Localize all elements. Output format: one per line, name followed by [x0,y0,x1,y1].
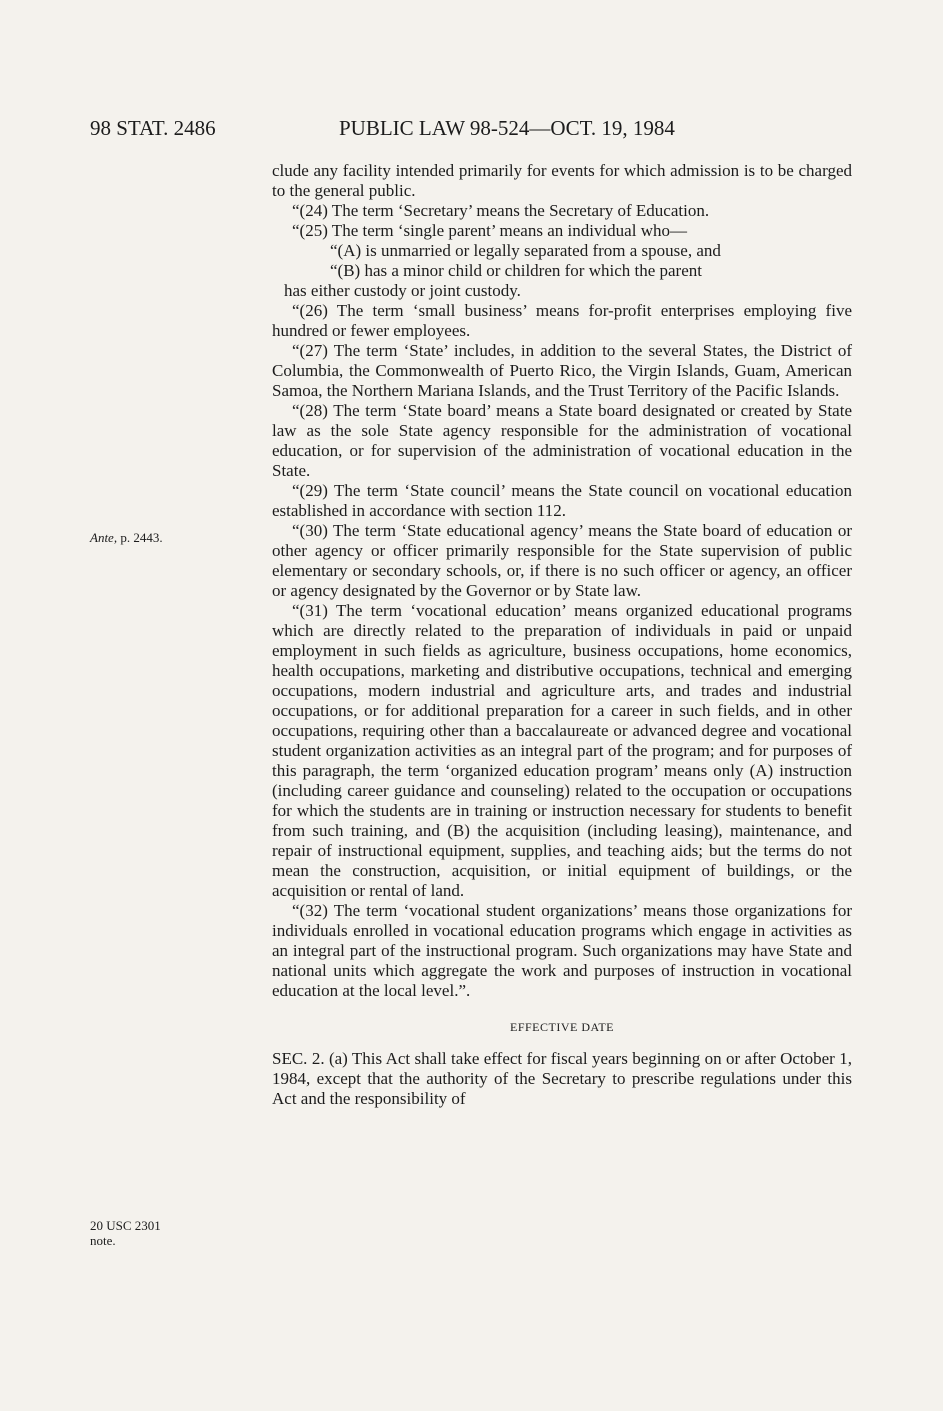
paragraph-28: “(28) The term ‘State board’ means a State board designated or created by State law as the sole State agency responsible for the administration of vocational education, or for supervision of the administration of vocational education in the State. [272,401,852,480]
paragraph-26: “(26) The term ‘small business’ means for-profit enterprises employing five hundred or fewer employees. [272,301,852,340]
effective-date-heading: EFFECTIVE DATE [510,1020,614,1034]
margin-note-usc [90,1218,161,1248]
body-text [272,161,852,1109]
margin-note-usc-line1: 20 USC 2301 [90,1218,161,1233]
paragraph-continuation: clude any facility intended primarily for events for which admission is to be charged to the general public. [272,161,852,200]
page-title: PUBLIC LAW 98-524—OCT. 19, 1984 [339,116,675,140]
paragraph-25-b: “(B) has a minor child or children for which the parent [330,261,702,280]
margin-note-ante-italic: Ante, [90,530,118,545]
paragraph-27: “(27) The term ‘State’ includes, in addition to the several States, the District of Columbia, the Commonwealth of Puerto Rico, the Virgin Islands, Guam, American Samoa, the Northern Mariana Islands, and the Trust Territory of the Pacific Islands. [272,341,852,400]
stat-page-number: 98 STAT. 2486 [90,116,216,140]
margin-note-ante [90,530,163,545]
paragraph-25-b-cont: has either custody or joint custody. [284,281,521,300]
section-2: SEC. 2. (a) This Act shall take effect for fiscal years beginning on or after October 1, 1984, except that the authority of the Secretary to prescribe regulations under this Act and the responsibility of [272,1049,852,1108]
paragraph-25: “(25) The term ‘single parent’ means an individual who— [292,221,687,240]
paragraph-30: “(30) The term ‘State educational agency’ means the State board of education or other agency or officer primarily responsible for the State supervision of public elementary or secondary schools, or, if there is no such officer or agency, an officer or agency designated by the Governor or by State law. [272,521,852,600]
paragraph-25-a: “(A) is unmarried or legally separated from a spouse, and [330,241,721,260]
paragraph-24: “(24) The term ‘Secretary’ means the Secretary of Education. [292,201,710,220]
margin-note-usc-line2: note. [90,1233,116,1248]
margin-note-ante-page: p. 2443. [120,530,163,545]
paragraph-32: “(32) The term ‘vocational student organizations’ means those organizations for individuals enrolled in vocational education programs which engage in activities as an integral part of the instructional program. Such organizations may have State and national units which aggregate the work and purposes of instruction in vocational education at the local level.”. [272,901,852,1000]
paragraph-31: “(31) The term ‘vocational education’ means organized educational programs which are directly related to the preparation of individuals in paid or unpaid employment in such fields as agriculture, business occupations, home economics, health occupations, marketing and distributive occupations, technical and emerging occupations, modern industrial and agriculture arts, and trades and industrial occupations, or for additional preparation for a career in such fields, and in other occupations, requiring other than a baccalaureate or advanced degree and vocational student organization activities as an integral part of the program; and for purposes of this paragraph, the term ‘organized education program’ means only (A) instruction (including career guidance and counseling) related to the occupation or occupations for which the students are in training or instruction necessary for students to benefit from such training, and (B) the acquisition (including leasing), maintenance, and repair of instructional equipment, supplies, and teaching aids; but the terms do not mean the construction, acquisition, or initial equipment of buildings, or the acquisition or rental of land. [272,601,852,900]
paragraph-29: “(29) The term ‘State council’ means the State council on vocational education established in accordance with section 112. [272,481,852,520]
